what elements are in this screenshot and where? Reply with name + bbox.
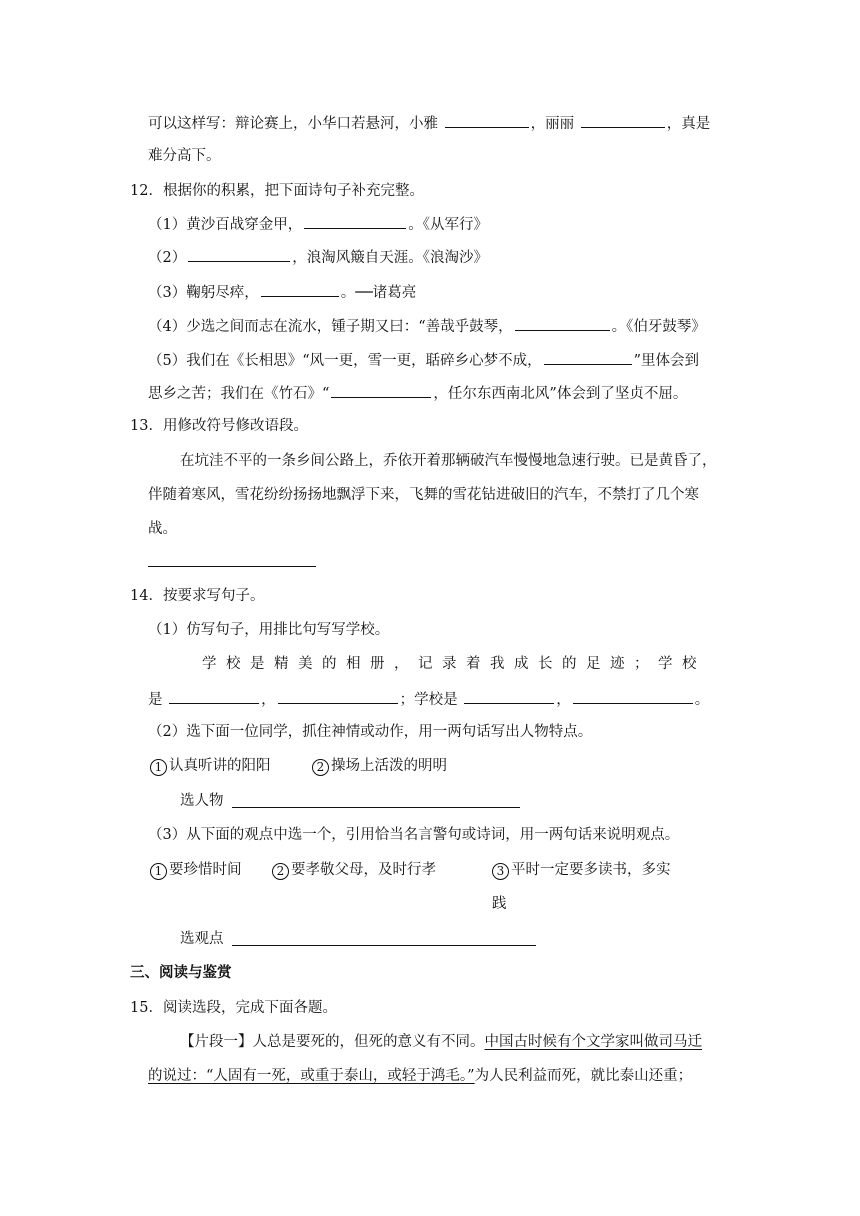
q14-s2-option-1: [150, 756, 271, 776]
q14-s3-option-3-cont: 践: [492, 896, 507, 912]
q15-passage-line-2: [148, 1066, 692, 1086]
q12-item-5-line2: [148, 382, 687, 404]
q14-s2-option-1-label: 认真听讲的阳阳: [169, 758, 271, 774]
q14-s3-choose-label: 选观点: [180, 931, 224, 947]
number-circle-icon: 1: [150, 759, 167, 776]
q12-item-2: [148, 246, 488, 268]
q14-s2-option-2: [312, 756, 447, 776]
q12-item-3-pre: （3）鞠躬尽瘁，: [148, 285, 259, 301]
q13-para-line-2: 伴随着寒风，雪花纷纷扬扬地飘浮下来，飞舞的雪花钻进破旧的汽车，不禁打了几个寒: [148, 487, 699, 503]
q15-passage-1-underlined: 中国古时候有个文学家叫做司马迁: [484, 1034, 702, 1050]
q14-s3-option-3: [492, 860, 671, 880]
q11-blank-2[interactable]: [581, 112, 665, 128]
q11-line1-pre: 可以这样写：辩论赛上，小华口若悬河，小雅: [148, 116, 438, 132]
q12-item-1-post: 。《从军行》: [408, 217, 488, 233]
q12-item-5-l2-post: ，任尔东西南北风”体会到了坚贞不屈。: [433, 386, 688, 402]
q12-item-3: [148, 281, 416, 303]
q12-item-5-post: ”里体会到: [633, 353, 700, 369]
number-circle-icon: 2: [272, 863, 289, 880]
q14-s1-l2-b: ，: [261, 692, 276, 708]
q12-item-3-post: 。──诸葛亮: [340, 285, 417, 301]
q14-s3-option-2-label: 要孝敬父母，及时行孝: [291, 862, 436, 878]
q15-passage-line-1: [180, 1032, 702, 1052]
q14-s2-choose-label: 选人物: [180, 793, 224, 809]
q12-item-2-pre: （2）: [148, 250, 187, 266]
q11-line2: 难分高下。: [148, 148, 221, 164]
q11-line1: [148, 112, 710, 134]
q14-s3-option-2: [272, 860, 436, 880]
q14-s1-line2: [148, 688, 709, 710]
q12-item-2-post: ，浪淘风簸自天涯。《浪淘沙》: [292, 250, 488, 266]
q12-blank-4[interactable]: [515, 315, 610, 331]
q13-para-line-1: 在坑洼不平的一条乡间公路上，乔依开着那辆破汽车慢慢地急速行驶。已是黄昏了，: [180, 453, 717, 469]
q14-s2-answer-line[interactable]: [232, 807, 520, 808]
q14-s1-l2-e: 。: [694, 692, 710, 708]
q11-line1-mid: ，丽丽: [530, 116, 575, 132]
q14-s1-example: 学校是精美的相册，记录着我成长的足迹；学校: [202, 656, 706, 672]
q15-passage-2-post: 为人民利益而死，就比泰山还重；: [474, 1068, 693, 1084]
q15-passage-1-pre: 【片段一】人总是要死的，但死的意义有不同。: [180, 1034, 485, 1050]
q13-answer-line[interactable]: [148, 566, 316, 567]
q11-line1-post: ，真是: [666, 116, 711, 132]
q12-title: 12．根据你的积累，把下面诗句子补充完整。: [130, 183, 424, 199]
q12-item-4-pre: （4）少选之间而志在流水，锺子期又曰：“善哉乎鼓琴，: [148, 319, 513, 335]
q12-item-1: [148, 213, 488, 235]
q12-item-5: [148, 349, 699, 371]
q12-blank-2[interactable]: [188, 246, 290, 262]
q13-para-line-3: 战。: [148, 521, 177, 537]
q14-s3-choose: [180, 929, 224, 949]
number-circle-icon: 2: [312, 759, 329, 776]
q14-s2-option-2-label: 操场上活泼的明明: [331, 758, 447, 774]
section-3-heading: 三、阅读与鉴赏: [130, 965, 232, 981]
q13-title: 13．用修改符号修改语段。: [130, 418, 308, 434]
q14-s1-blank-4[interactable]: [573, 688, 693, 704]
q15-title: 15．阅读选段，完成下面各题。: [130, 1000, 337, 1016]
q12-item-5-pre: （5）我们在《长相思》“风一更，雪一更，聒碎乡心梦不成，: [148, 353, 542, 369]
q14-s1-l2-a: 是: [148, 692, 163, 708]
q14-s1-l2-c: ；学校是: [399, 692, 458, 708]
number-circle-icon: 3: [492, 863, 509, 880]
q12-item-4: [148, 315, 706, 337]
q12-blank-5[interactable]: [544, 349, 632, 365]
q14-s1-blank-3[interactable]: [464, 688, 554, 704]
q14-s3-option-1: [150, 860, 242, 880]
number-circle-icon: 1: [150, 863, 167, 880]
q14-s3-title: （3）从下面的观点中选一个，引用恰当名言警句或诗词，用一两句话来说明观点。: [148, 827, 680, 843]
q14-s1-title: （1）仿写句子，用排比句写写学校。: [148, 622, 390, 638]
q14-title: 14．按要求写句子。: [130, 588, 265, 604]
q12-item-1-pre: （1）黄沙百战穿金甲，: [148, 217, 303, 233]
q12-item-5-l2-pre: 思乡之苦；我们在《竹石》“: [148, 386, 330, 402]
q14-s1-blank-2[interactable]: [278, 688, 398, 704]
q15-passage-2-underlined: 的说过：“人固有一死，或重于泰山，或轻于鸿毛。”: [148, 1068, 475, 1084]
q14-s3-option-3-label: 平时一定要多读书，多实: [511, 862, 671, 878]
q11-blank-1[interactable]: [445, 112, 529, 128]
q14-s1-l2-d: ，: [556, 692, 571, 708]
q12-item-4-post: 。《伯牙鼓琴》: [611, 319, 706, 335]
q12-blank-6[interactable]: [331, 382, 431, 398]
q14-s3-answer-line[interactable]: [232, 945, 536, 946]
q14-s2-title: （2）选下面一位同学，抓住神情或动作，用一两句话写出人物特点。: [148, 724, 593, 740]
q14-s3-option-1-label: 要珍惜时间: [169, 862, 242, 878]
q14-s2-choose: [180, 791, 224, 811]
q12-blank-1[interactable]: [304, 213, 406, 229]
q12-blank-3[interactable]: [261, 281, 339, 297]
q14-s1-blank-1[interactable]: [169, 688, 259, 704]
